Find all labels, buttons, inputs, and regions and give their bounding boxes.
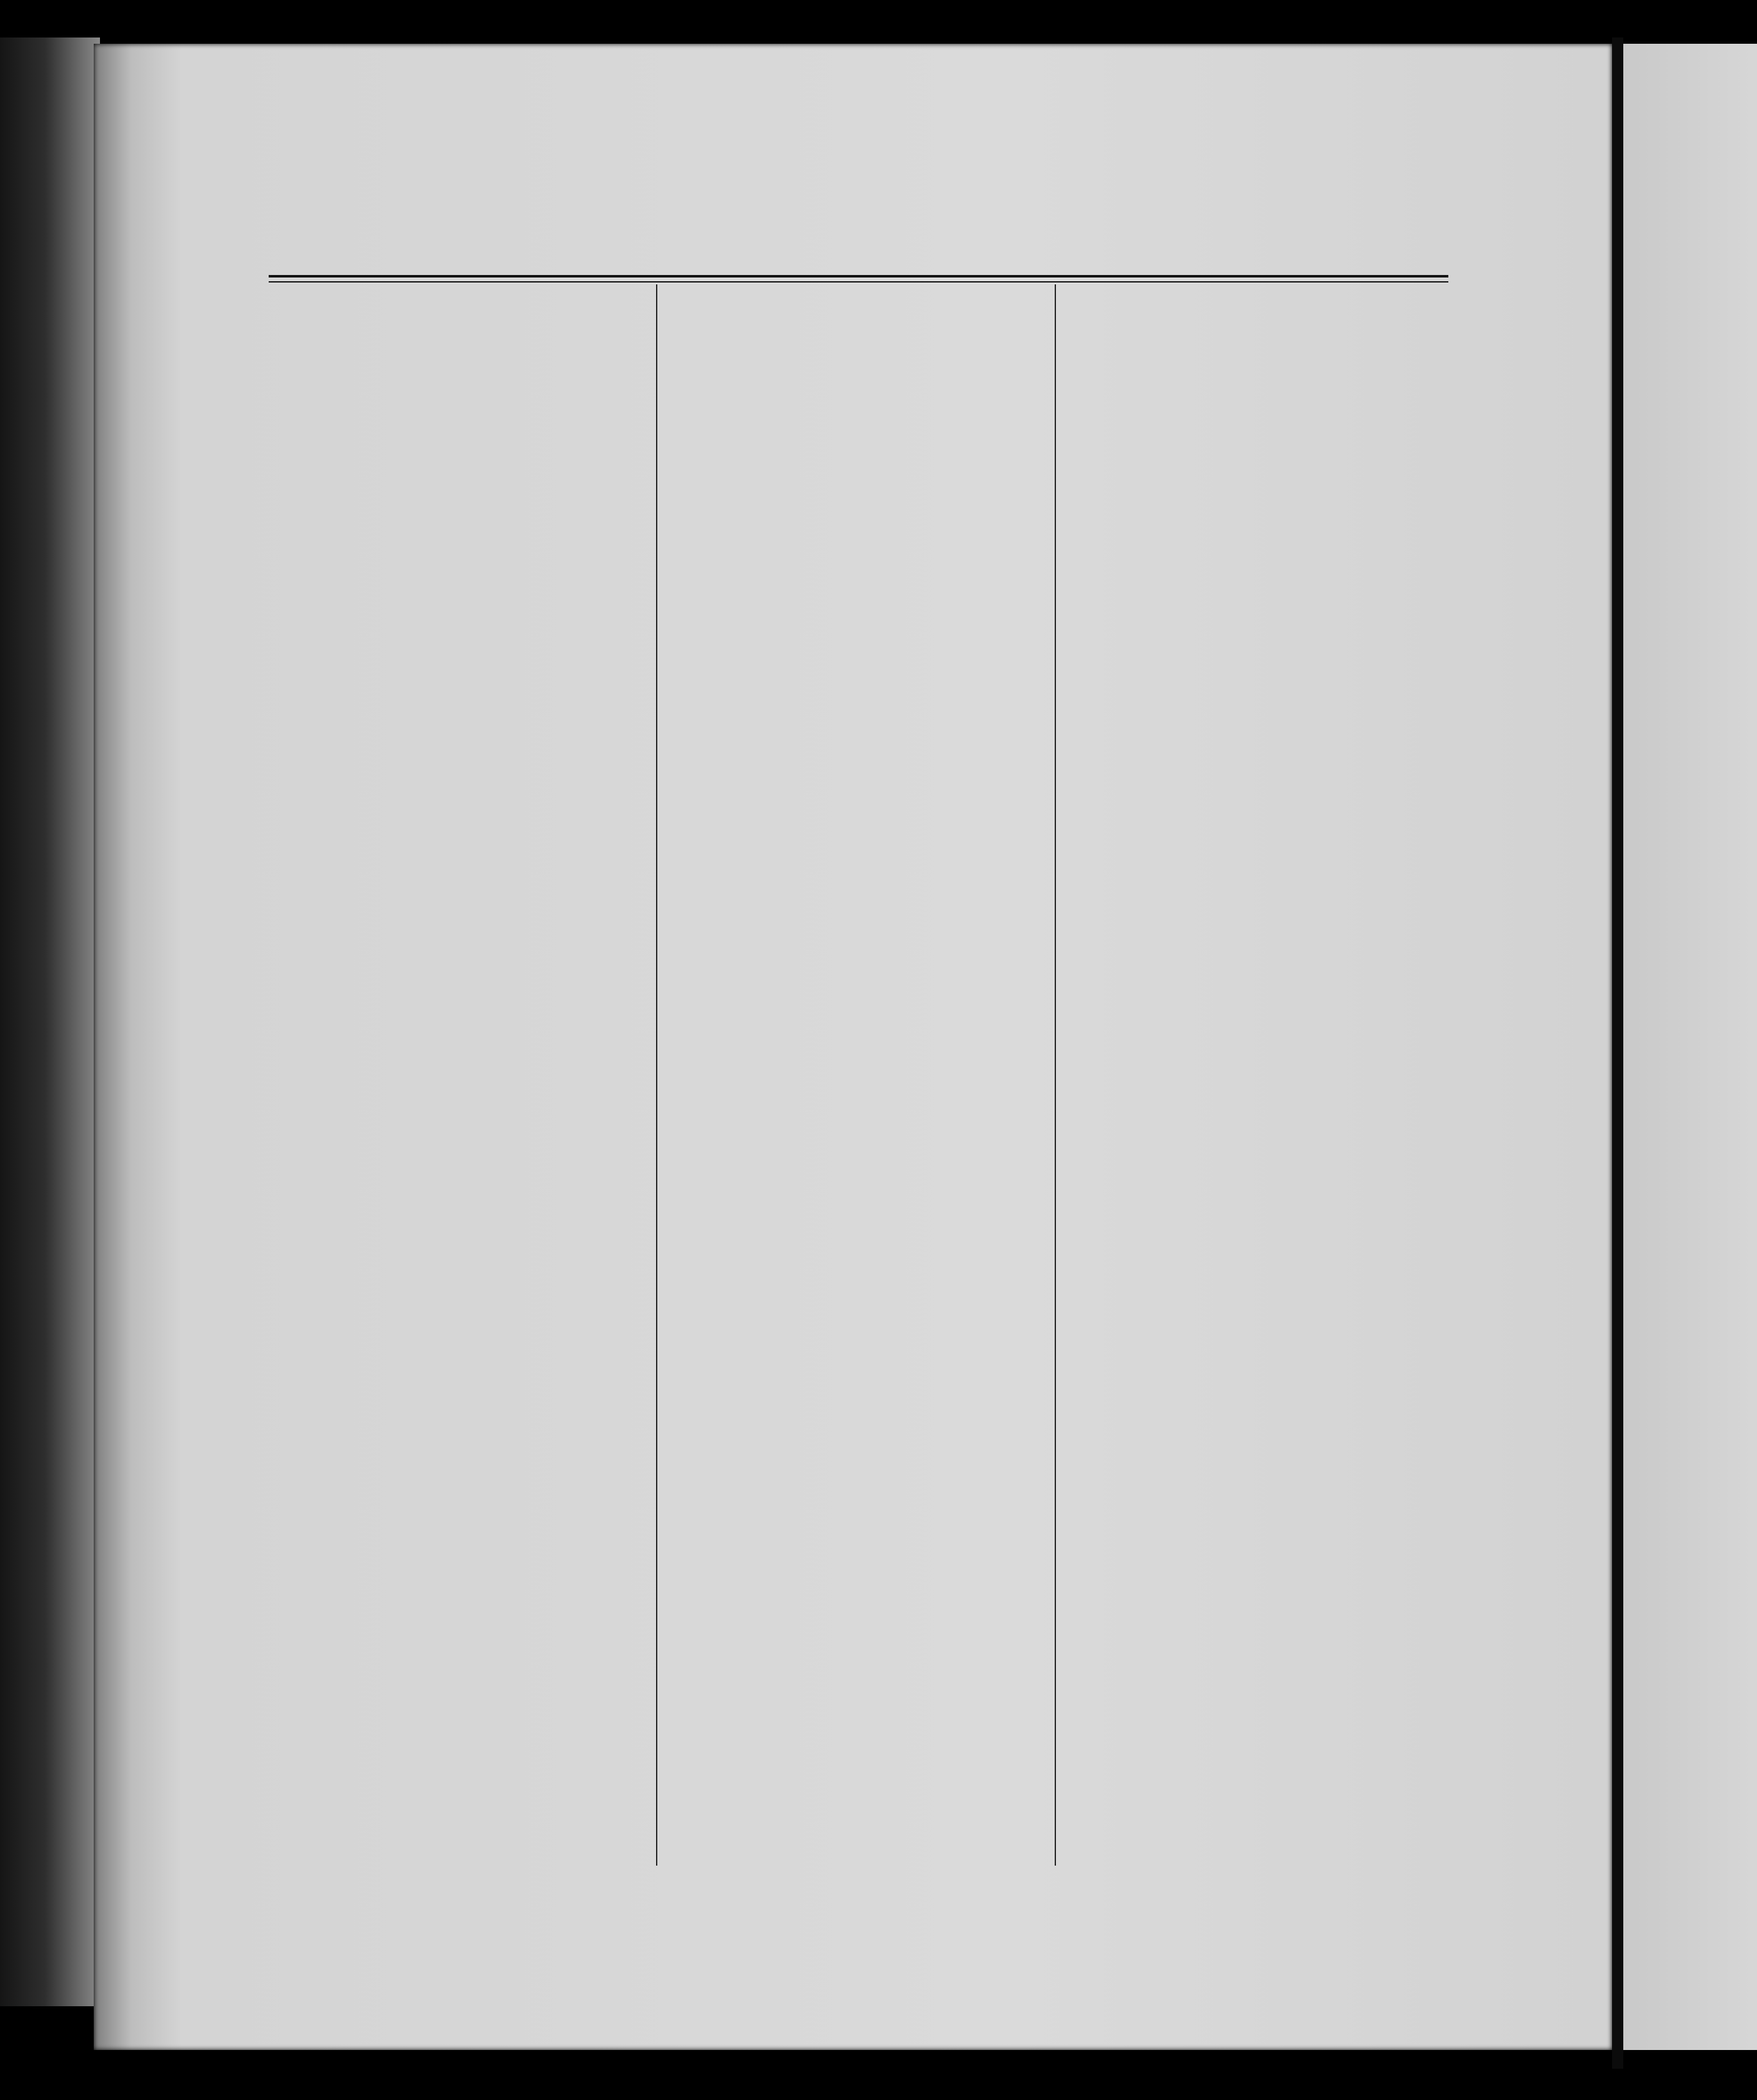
- right-page-edge: [1623, 44, 1757, 2050]
- header-rule-thin: [269, 281, 1448, 282]
- page-gutter: [1612, 38, 1623, 2069]
- left-page: [94, 44, 1612, 2050]
- book-binding: [0, 38, 100, 2006]
- header-rule: [269, 275, 1448, 278]
- column-divider: [1055, 284, 1056, 1866]
- column-divider: [656, 284, 657, 1866]
